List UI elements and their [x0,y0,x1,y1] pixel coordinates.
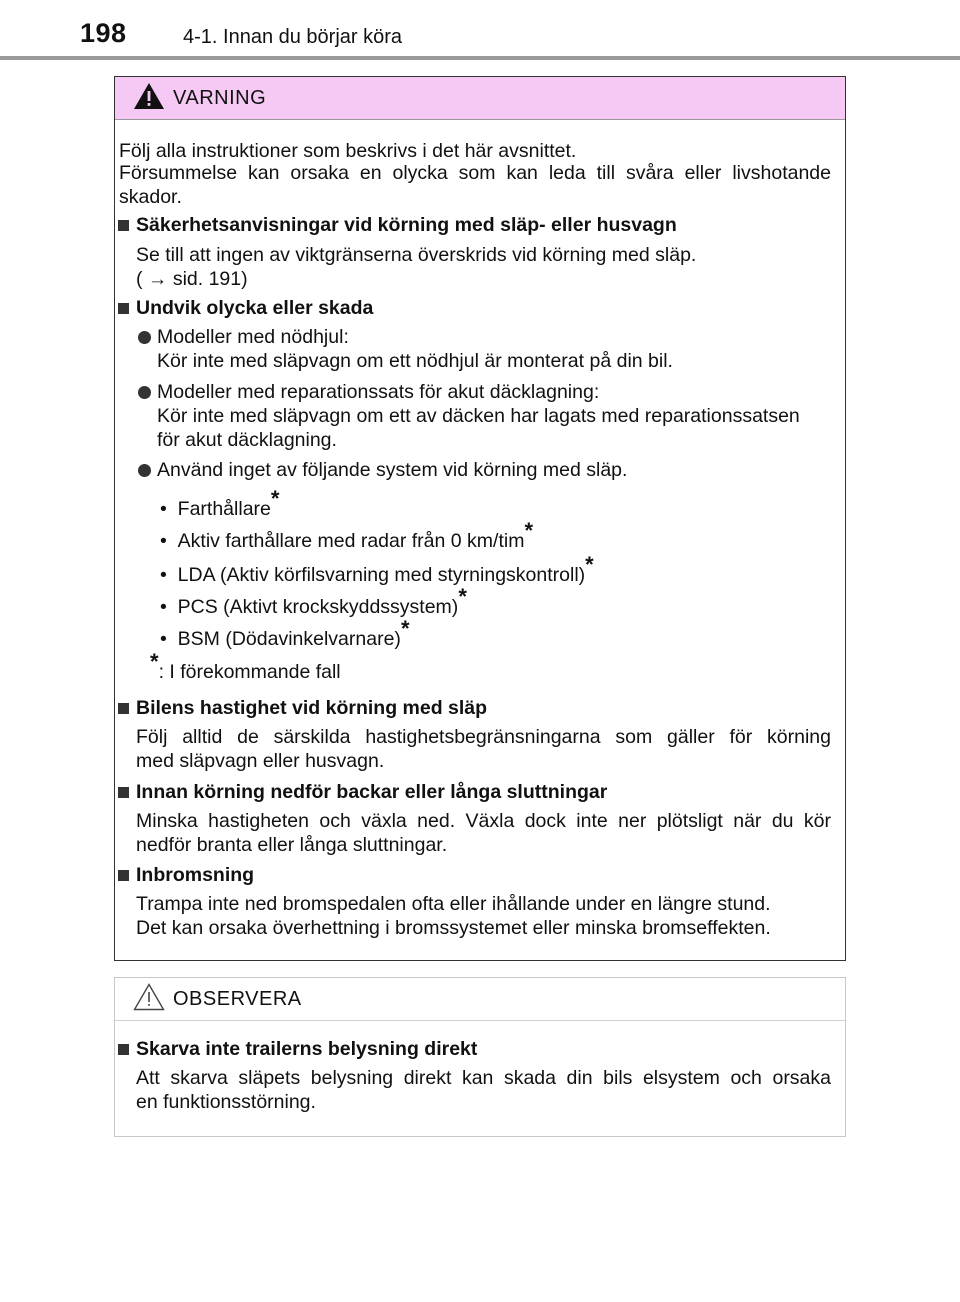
bullet-text: Modeller med nödhjul: [157,326,349,348]
notice-header [115,978,845,1021]
list-item-system [160,616,410,651]
section-text: Att skarva släpets belysning direkt kan skada din bils elsystem och orsaka [136,1067,831,1089]
warning-intro: Försummelse kan orsaka en olycka som kan leda till svåra eller livshotande [119,162,831,184]
footnote-star: * [458,584,467,609]
bullet-text: Kör inte med släpvagn om ett nödhjul är monterat på din bil. [157,350,673,372]
warning-header [115,77,845,120]
system-name: Farthållare [177,498,271,520]
system-name: BSM (Dödavinkelvarnare) [177,628,401,650]
page-reference: ( → sid. 191) [136,268,248,290]
section-text: Följ alltid de särskilda hastighetsbegränsningarna som gäller för körning [136,726,831,748]
section-text: nedför branta eller långa sluttningar. [136,834,448,856]
circle-bullet-icon [138,331,151,344]
page-header [0,0,960,62]
list-bullet: • [160,564,167,586]
section-text: med släpvagn eller husvagn. [136,750,385,772]
square-bullet-icon [118,1044,129,1055]
list-item-system [160,486,280,521]
warning-intro: skador. [119,186,182,208]
list-bullet: • [160,530,167,552]
section-heading: Undvik olycka eller skada [136,297,374,319]
caution-triangle-icon [133,983,165,1011]
notice-title: OBSERVERA [173,988,302,1010]
section-text: Se till att ingen av viktgränserna överskrids vid körning med släp. [136,244,697,266]
header-rule [0,56,960,60]
warning-intro: Följ alla instruktioner som beskrivs i det här avsnittet. [119,140,577,162]
square-bullet-icon [118,870,129,881]
section-heading: Bilens hastighet vid körning med släp [136,697,488,719]
footnote-star: * [400,616,410,641]
square-bullet-icon [118,787,129,798]
footnote-star: * [150,649,159,674]
system-name: Aktiv farthållare med radar från 0 km/tim [177,530,525,552]
warning-triangle-icon [133,82,165,110]
footnote-star: * [585,552,594,577]
square-bullet-icon [118,703,129,714]
section-heading: Säkerhetsanvisningar vid körning med släp- eller husvagn [136,214,677,236]
list-bullet: • [160,596,167,618]
list-item-system [160,584,467,619]
bullet-text: Använd inget av följande system vid körning med släp. [157,459,628,481]
circle-bullet-icon [138,464,151,477]
list-bullet: • [160,498,167,520]
list-item-system [160,552,594,587]
bullet-text: för akut däcklagning. [157,429,337,451]
bullet-text: Modeller med reparationssats för akut däcklagning: [157,381,600,403]
list-bullet: • [160,628,167,650]
footnote-star: * [524,518,534,543]
footnote-text: : I förekommande fall [158,661,341,683]
list-item-system [160,518,534,553]
section-text: Det kan orsaka överhettning i bromssystemet eller minska bromseffekten. [136,917,771,939]
section-title: 4-1. Innan du börjar köra [183,26,403,48]
square-bullet-icon [118,220,129,231]
section-heading: Inbromsning [136,864,255,886]
section-text: Trampa inte ned bromspedalen ofta eller ihållande under en längre stund. [136,893,771,915]
section-heading: Skarva inte trailerns belysning direkt [136,1038,478,1060]
warning-box [114,76,846,961]
system-name: PCS (Aktivt krockskyddssystem) [177,596,459,618]
page-number: 198 [80,18,127,48]
notice-box [114,977,846,1137]
footnote-star: * [270,486,280,511]
warning-title: VARNING [173,87,267,109]
system-name: LDA (Aktiv körfilsvarning med styrningskontroll) [177,564,586,586]
bullet-text: Kör inte med släpvagn om ett av däcken har lagats med reparationssatsen [157,405,800,427]
square-bullet-icon [118,303,129,314]
section-text: en funktionsstörning. [136,1091,316,1113]
footnote [150,649,341,684]
section-text: Minska hastigheten och växla ned. Växla dock inte ner plötsligt när du kör [136,810,831,832]
section-heading: Innan körning nedför backar eller långa sluttningar [136,781,608,803]
circle-bullet-icon [138,386,151,399]
